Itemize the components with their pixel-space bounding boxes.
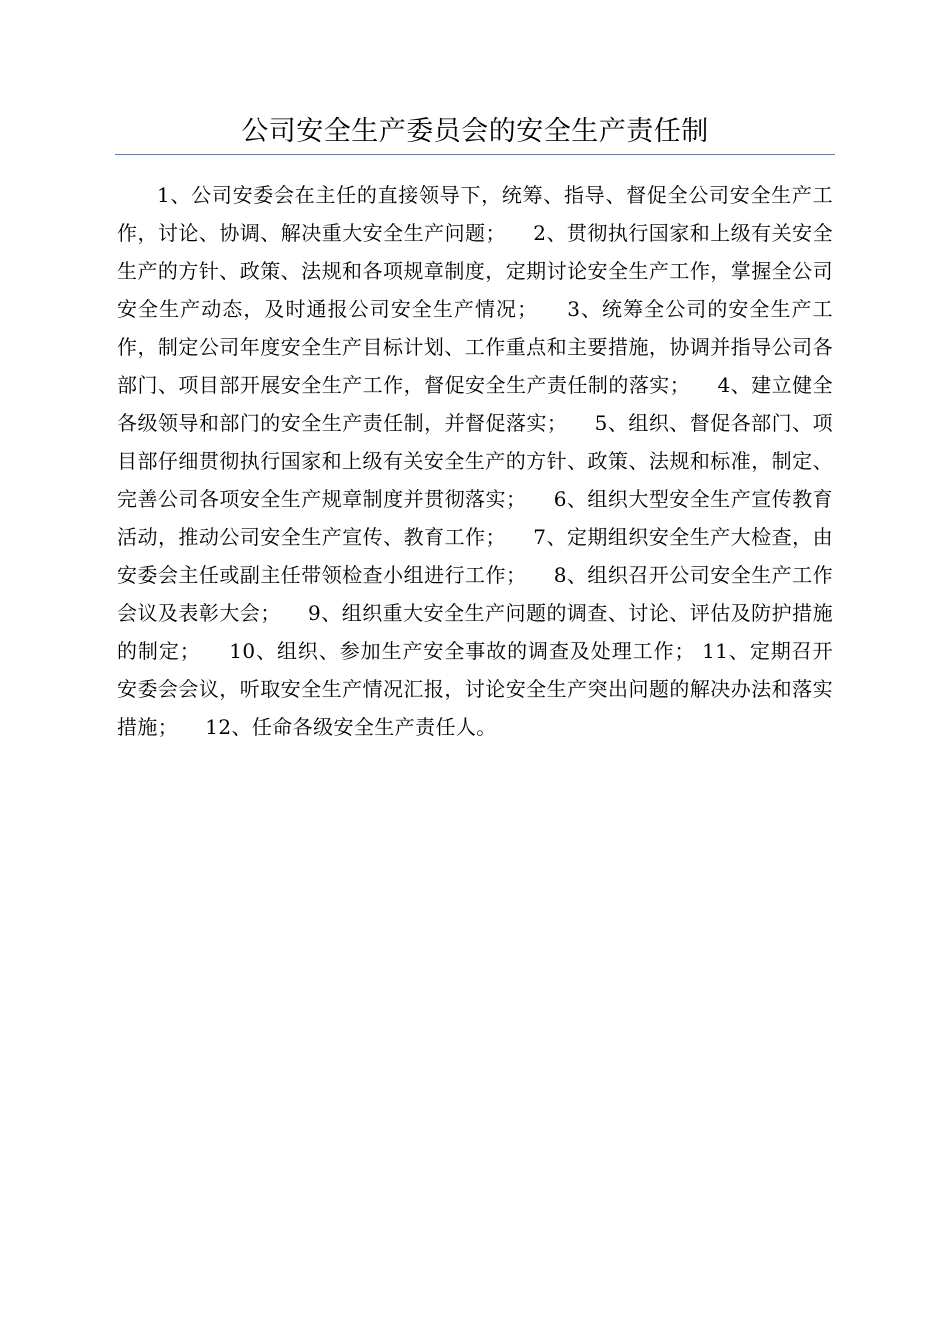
responsibility-item-12: 12、任命各级安全生产责任人。 — [205, 715, 497, 739]
item-separator — [281, 601, 308, 625]
responsibility-item-6: 6、组织大型安全生产宣传教育活动，推动公司安全生产宣传、教育工作； — [117, 487, 834, 549]
item-separator — [526, 563, 553, 587]
responsibility-item-4: 4、建立健全各级领导和部门的安全生产责任制，并督促落实； — [117, 373, 834, 435]
responsibility-item-11: 11、定期召开安委会会议，听取安全生产情况汇报，讨论安全生产突出问题的解决办法和落实措施； — [117, 639, 834, 739]
item-separator — [538, 297, 568, 321]
item-separator — [567, 411, 594, 435]
item-separator — [178, 715, 205, 739]
responsibility-item-10: 10、组织、参加生产安全事故的调查及处理工作； — [229, 639, 695, 663]
item-separator — [690, 373, 717, 397]
responsibility-item-5: 5、组织、督促各部门、项目部仔细贯彻执行国家和上级有关安全生产的方针、政策、法规和标准，制定、完善公司各项安全生产规章制度并贯彻落实； — [117, 411, 833, 511]
item-separator — [200, 639, 229, 663]
responsibility-item-1: 1、公司安委会在主任的直接领导下，统筹、指导、督促全公司安全生产工作，讨论、协调、解决重大安全生产问题； — [117, 183, 833, 245]
responsibility-item-7: 7、定期组织安全生产大检查，由安委会主任或副主任带领检查小组进行工作； — [117, 525, 833, 587]
responsibility-item-8: 8、组织召开公司安全生产工作会议及表彰大会； — [117, 563, 834, 625]
responsibility-item-3: 3、统筹全公司的安全生产工作，制定公司年度安全生产目标计划、工作重点和主要措施，协调并指导公司各部门、项目部开展安全生产工作，督促安全生产责任制的落实； — [117, 297, 834, 397]
item-separator — [506, 525, 533, 549]
document-title: 公司安全生产委员会的安全生产责任制 — [241, 116, 709, 147]
responsibility-item-2: 2、贯彻执行国家和上级有关安全生产的方针、政策、法规和各项规章制度，定期讨论安全生产工作，掌握全公司安全生产动态，及时通报公司安全生产情况； — [117, 221, 833, 321]
item-separator — [506, 221, 533, 245]
document-body — [117, 176, 833, 746]
title-underline — [115, 154, 835, 155]
responsibility-item-9: 9、组织重大安全生产问题的调查、讨论、评估及防护措施的制定； — [117, 601, 834, 663]
item-separator — [526, 487, 553, 511]
